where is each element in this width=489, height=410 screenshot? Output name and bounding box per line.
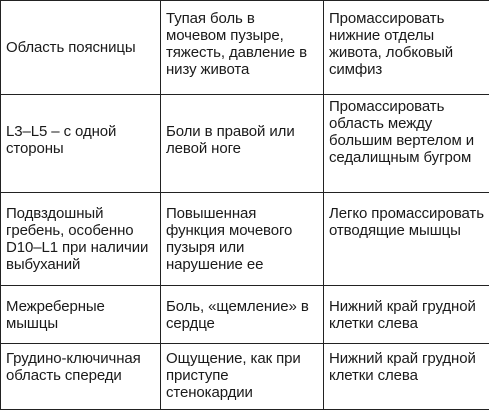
table-row xyxy=(1,1,489,95)
zone-cell: Межреберные мышцы xyxy=(1,286,161,344)
action-cell: Промассировать область между большим вертелом и седалищным бугром xyxy=(324,95,489,193)
action-cell: Нижний край грудной клетки слева xyxy=(324,344,489,410)
symptom-cell: Боль, «щемление» в сердце xyxy=(161,286,324,344)
zone-cell: L3–L5 – с одной стороны xyxy=(1,95,161,193)
symptom-cell: Боли в правой или левой ноге xyxy=(161,95,324,193)
symptom-cell: Ощущение, как при приступе стенокардии xyxy=(161,344,324,410)
zone-cell: Область поясницы xyxy=(1,1,161,95)
table-row xyxy=(1,95,489,193)
table-row xyxy=(1,286,489,344)
action-cell: Промассировать нижние отделы живота, лобковый симфиз xyxy=(324,1,489,95)
zone-cell: Грудино-ключичная область спереди xyxy=(1,344,161,410)
table-row xyxy=(1,193,489,286)
symptom-cell: Повышенная функция мочевого пузыря или нарушение ее xyxy=(161,193,324,286)
action-cell: Легко промассировать отводящие мышцы xyxy=(324,193,489,286)
table-row xyxy=(1,344,489,410)
zone-cell: Подвздошный гребень, особенно D10–L1 при наличии выбуханий xyxy=(1,193,161,286)
action-cell: Нижний край грудной клетки слева xyxy=(324,286,489,344)
symptom-cell: Тупая боль в мочевом пузыре, тяжесть, давление в низу живота xyxy=(161,1,324,95)
